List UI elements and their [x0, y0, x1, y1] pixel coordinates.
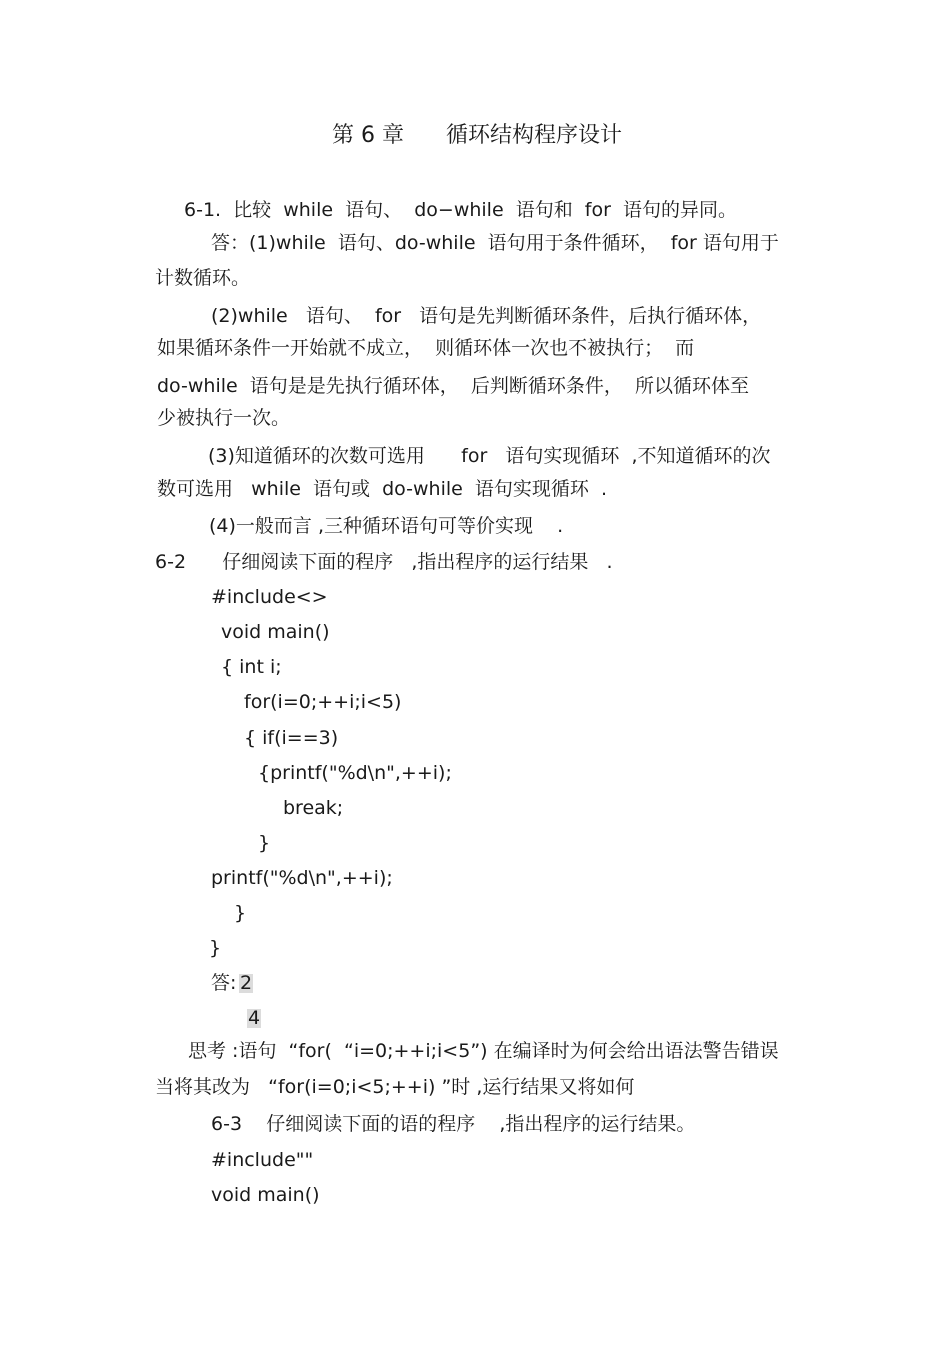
- code-line: break;: [283, 797, 344, 819]
- answer-text: do-while 语句是是先执行循环体， 后判断循环条件， 所以循环体至: [157, 375, 749, 397]
- code-line: printf("%d\n",++i);: [211, 867, 393, 889]
- code-line: { if(i==3): [244, 727, 339, 749]
- question-6-1: 6-1. 比较 while 语句、 do−while 语句和 for 语句的异同。: [184, 199, 738, 221]
- code-line: }: [209, 937, 222, 959]
- code-line: #include<>: [211, 586, 328, 608]
- answer-text: 答：(1)while 语句、do-while 语句用于条件循环， for 语句用于: [211, 232, 779, 254]
- question-6-3: 6-3 仔细阅读下面的语的程序 ,指出程序的运行结果。: [211, 1113, 696, 1135]
- think-question: 当将其改为 “for(i=0;i<5;++i) ”时 ,运行结果又将如何: [155, 1076, 635, 1098]
- answer-label: 答:: [211, 972, 237, 994]
- code-line: void main(): [211, 1184, 320, 1206]
- code-line: {printf("%d\n",++i);: [258, 762, 452, 784]
- code-line: #include"": [211, 1149, 314, 1171]
- code-line: void main(): [221, 621, 330, 643]
- answer-value: 2: [240, 972, 253, 994]
- code-line: }: [234, 902, 247, 924]
- answer-text: (2)while 语句、 for 语句是先判断循环条件，后执行循环体，: [211, 305, 762, 327]
- answer-text: (3)知道循环的次数可选用 for 语句实现循环 ,不知道循环的次: [208, 445, 771, 467]
- answer-text: 数可选用 while 语句或 do-while 语句实现循环 .: [157, 478, 608, 500]
- code-line: for(i=0;++i;i<5): [244, 691, 402, 713]
- answer-text: 计数循环。: [155, 267, 251, 289]
- answer-text: 如果循环条件一开始就不成立， 则循环体一次也不被执行； 而: [157, 337, 695, 359]
- answer-text: 少被执行一次。: [157, 407, 291, 429]
- page-title: 第 6 章 循环结构程序设计: [332, 123, 622, 148]
- question-6-2: 6-2 仔细阅读下面的程序 ,指出程序的运行结果 .: [155, 551, 613, 573]
- think-question: 思考 :语句 “for( “i=0;++i;i<5”) 在编译时为何会给出语法警告错误: [188, 1040, 779, 1062]
- answer-text: (4)一般而言 ,三种循环语句可等价实现 .: [209, 515, 564, 537]
- answer-value: 4: [248, 1007, 261, 1029]
- code-line: }: [258, 832, 271, 854]
- code-line: { int i;: [221, 656, 282, 678]
